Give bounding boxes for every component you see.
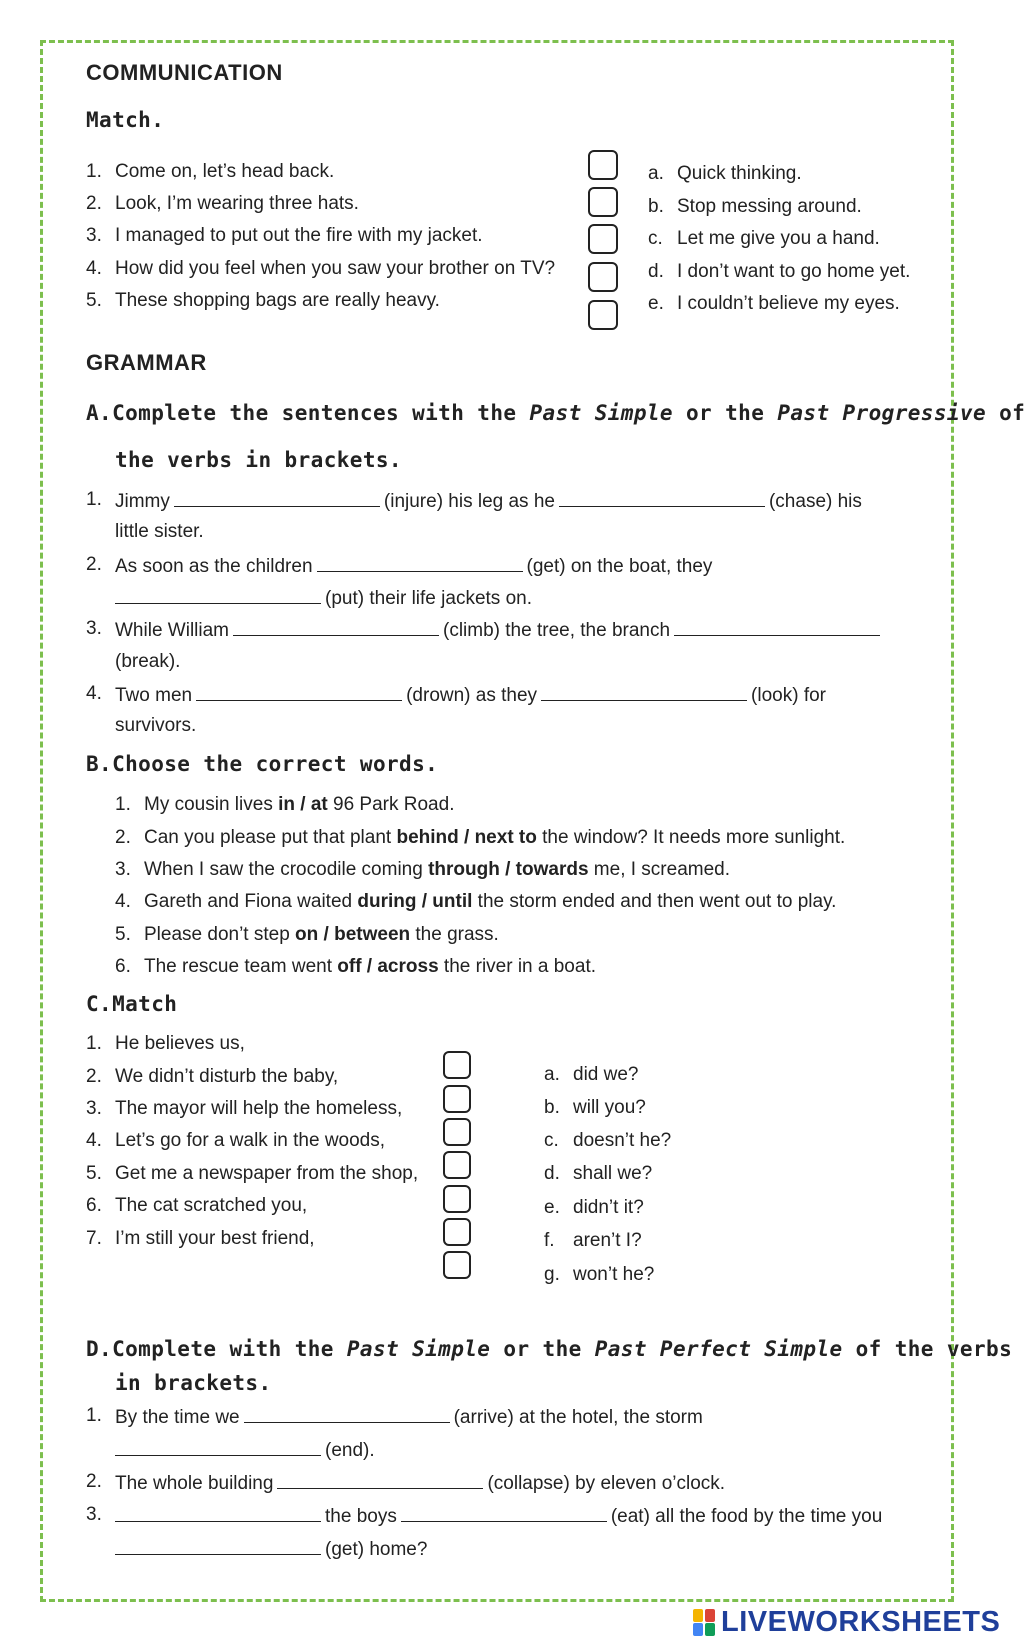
list-item: 1. Come on, let’s head back. (86, 161, 335, 182)
answer-box[interactable] (588, 187, 618, 217)
option-item: c. Let me give you a hand. (648, 228, 880, 249)
answer-box[interactable] (443, 1185, 471, 1213)
exercise-d-heading: D.Complete with the Past Simple or the Past Perfect Simple of the verbs (86, 1337, 1013, 1361)
exercise-a-item: 1. Jimmy (injure) his leg as he (chase) his (86, 489, 862, 512)
exercise-c-item: 6. The cat scratched you, (86, 1195, 308, 1216)
exercise-b-item: 3. When I saw the crocodile coming through / towards me, I screamed. (115, 859, 731, 880)
answer-blank[interactable] (674, 617, 880, 636)
option-item: a. Quick thinking. (648, 163, 802, 184)
exercise-a-heading-line2: the verbs in brackets. (115, 448, 402, 472)
exercise-c-item: 1. He believes us, (86, 1033, 245, 1054)
answer-blank[interactable] (559, 488, 765, 507)
logo-icon (693, 1607, 717, 1637)
option-item: d. I don’t want to go home yet. (648, 261, 911, 282)
exercise-b-item: 4. Gareth and Fiona waited during / until the storm ended and then went out to play. (115, 891, 837, 912)
exercise-c-option: b. will you? (544, 1097, 646, 1118)
exercise-a-item: 4. Two men (drown) as they (look) for (86, 683, 827, 706)
answer-blank[interactable] (115, 585, 321, 604)
exercise-c-option: d. shall we? (544, 1163, 653, 1184)
answer-blank[interactable] (115, 1536, 321, 1555)
exercise-d-item: 3. the boys (eat) all the food by the time you (86, 1504, 883, 1527)
answer-blank[interactable] (401, 1503, 607, 1522)
option-item: e. I couldn’t believe my eyes. (648, 293, 900, 314)
exercise-c-item: 4. Let’s go for a walk in the woods, (86, 1130, 386, 1151)
exercise-c-option: g. won’t he? (544, 1264, 655, 1285)
answer-blank[interactable] (115, 1437, 321, 1456)
list-item: 3. I managed to put out the fire with my jacket. (86, 225, 483, 246)
answer-box[interactable] (443, 1118, 471, 1146)
section-title-communication: COMMUNICATION (86, 60, 283, 85)
answer-box[interactable] (443, 1218, 471, 1246)
exercise-a-item-cont: survivors. (115, 715, 197, 736)
exercise-a-heading: A.Complete the sentences with the Past Simple or the Past Progressive of (86, 401, 1025, 425)
answer-box[interactable] (588, 262, 618, 292)
exercise-b-item: 5. Please don’t step on / between the grass. (115, 924, 499, 945)
exercise-c-option: f. aren’t I? (544, 1230, 642, 1251)
exercise-c-item: 5. Get me a newspaper from the shop, (86, 1163, 419, 1184)
exercise-c-option: a. did we? (544, 1064, 639, 1085)
answer-blank[interactable] (196, 682, 402, 701)
exercise-d-item-cont: (end). (111, 1437, 375, 1463)
exercise-c-option: e. didn’t it? (544, 1197, 644, 1218)
exercise-b-item: 1. My cousin lives in / at 96 Park Road. (115, 794, 455, 815)
answer-blank[interactable] (541, 682, 747, 701)
exercise-d-heading-line2: in brackets. (115, 1371, 272, 1395)
answer-blank[interactable] (174, 488, 380, 507)
communication-instruction: Match. (86, 108, 165, 132)
answer-box[interactable] (443, 1151, 471, 1179)
answer-box[interactable] (443, 1085, 471, 1113)
exercise-c-item: 7. I’m still your best friend, (86, 1228, 315, 1249)
exercise-c-item: 2. We didn’t disturb the baby, (86, 1066, 339, 1087)
exercise-c-heading: C.Match (86, 992, 178, 1016)
exercise-a-item-cont: little sister. (115, 521, 204, 542)
answer-blank[interactable] (115, 1503, 321, 1522)
answer-blank[interactable] (244, 1404, 450, 1423)
brand-name: LIVEWORKSHEETS (721, 1605, 1001, 1638)
exercise-c-option: c. doesn’t he? (544, 1130, 672, 1151)
answer-blank[interactable] (233, 617, 439, 636)
exercise-d-item-cont: (get) home? (111, 1536, 427, 1562)
exercise-b-heading: B.Choose the correct words. (86, 752, 439, 776)
answer-box[interactable] (588, 300, 618, 330)
option-item: b. Stop messing around. (648, 196, 862, 217)
list-item: 2. Look, I’m wearing three hats. (86, 193, 359, 214)
list-item: 5. These shopping bags are really heavy. (86, 290, 440, 311)
answer-blank[interactable] (277, 1470, 483, 1489)
section-title-grammar: GRAMMAR (86, 350, 207, 375)
exercise-a-item-cont: (put) their life jackets on. (111, 585, 532, 611)
exercise-b-item: 6. The rescue team went off / across the river in a boat. (115, 956, 597, 977)
answer-box[interactable] (588, 150, 618, 180)
exercise-c-item: 3. The mayor will help the homeless, (86, 1098, 403, 1119)
liveworksheets-logo (693, 1604, 1000, 1640)
answer-blank[interactable] (317, 553, 523, 572)
exercise-a-item: 2. As soon as the children (get) on the boat, they (86, 554, 713, 577)
exercise-a-item-cont: (break). (115, 651, 181, 672)
exercise-d-item: 1. By the time we (arrive) at the hotel, the storm (86, 1405, 703, 1428)
answer-box[interactable] (588, 224, 618, 254)
answer-box[interactable] (443, 1051, 471, 1079)
list-item: 4. How did you feel when you saw your brother on TV? (86, 258, 556, 279)
exercise-a-item: 3. While William (climb) the tree, the branch (86, 617, 884, 643)
answer-box[interactable] (443, 1251, 471, 1279)
exercise-d-item: 2. The whole building (collapse) by eleven o’clock. (86, 1471, 726, 1494)
exercise-b-item: 2. Can you please put that plant behind / next to the window? It needs more sunlight. (115, 827, 846, 848)
